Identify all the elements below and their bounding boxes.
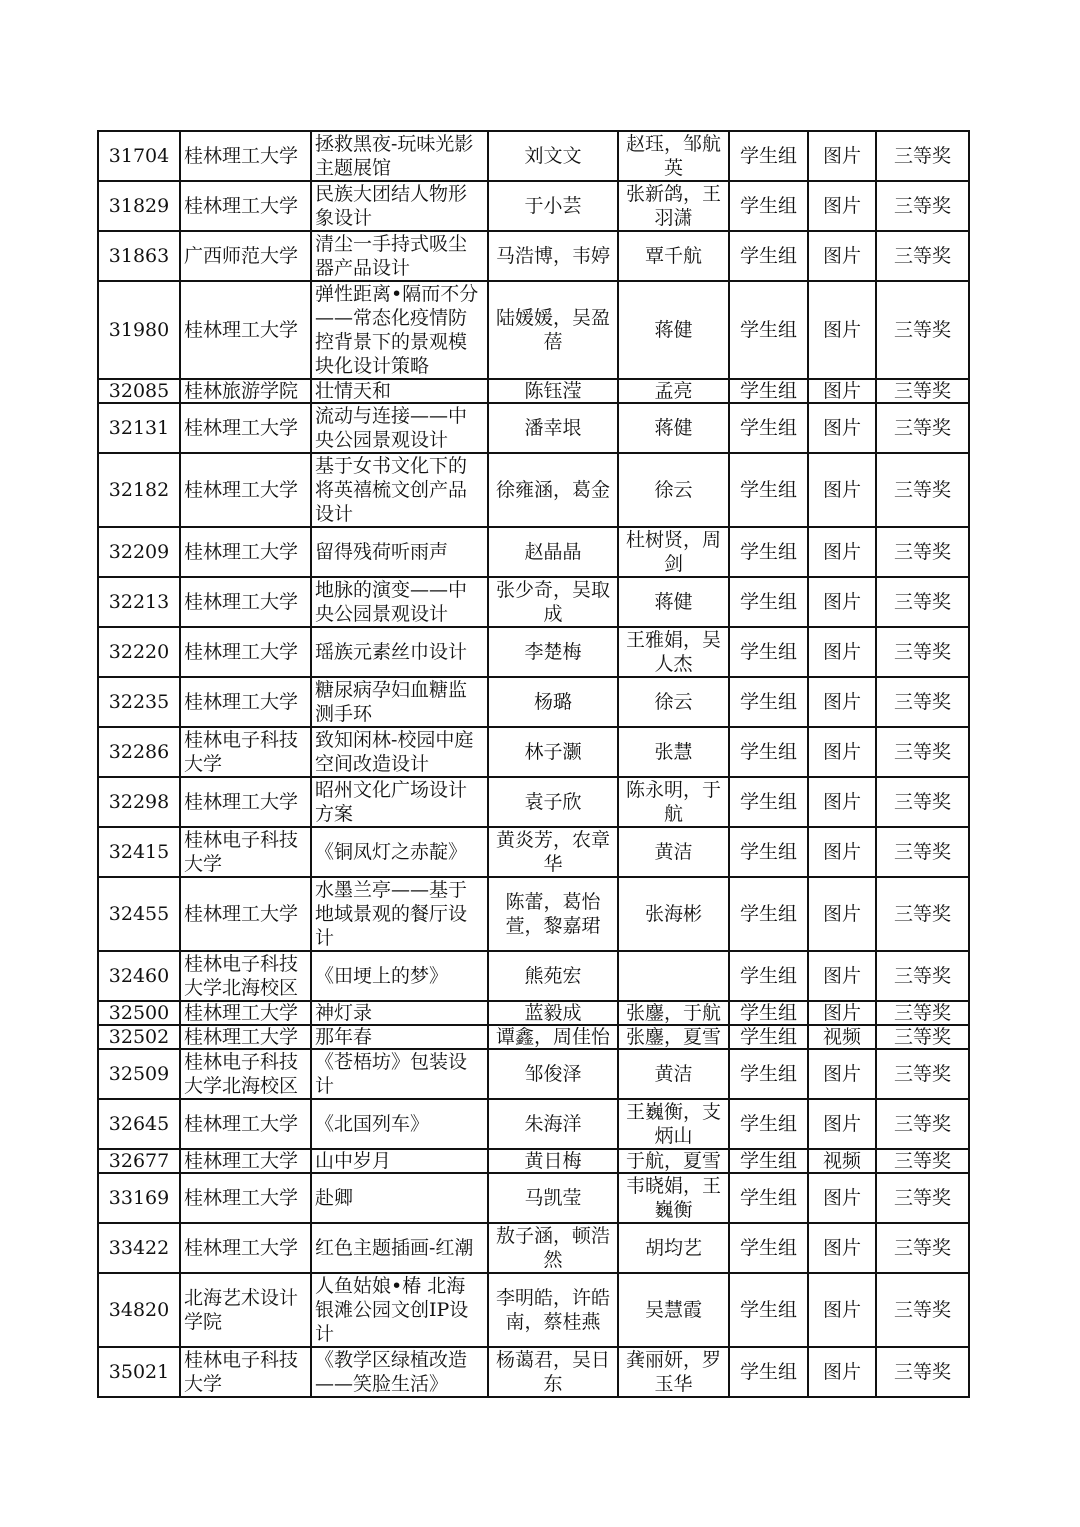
- cell-school: 桂林电子科技大学: [180, 1347, 311, 1397]
- cell-work-title: 地脉的演变——中央公园景观设计: [311, 577, 488, 627]
- cell-entry-id: 32182: [98, 453, 180, 527]
- cell-authors: 刘文文: [488, 131, 618, 181]
- cell-entry-id: 34820: [98, 1273, 180, 1347]
- cell-group: 学生组: [729, 577, 808, 627]
- cell-entry-id: 32286: [98, 727, 180, 777]
- cell-school: 桂林理工大学: [180, 577, 311, 627]
- cell-work-title: 人鱼姑娘•椿 北海银滩公园文创IP设计: [311, 1273, 488, 1347]
- cell-work-type: 图片: [808, 777, 876, 827]
- cell-advisors: 赵珏，邹航英: [618, 131, 729, 181]
- table-row: [98, 1223, 969, 1273]
- table-row: [98, 1049, 969, 1099]
- cell-entry-id: 32677: [98, 1149, 180, 1173]
- cell-advisors: 龚丽妍，罗玉华: [618, 1347, 729, 1397]
- cell-advisors: 蒋健: [618, 577, 729, 627]
- cell-work-title: 清尘一手持式吸尘器产品设计: [311, 231, 488, 281]
- cell-advisors: 张海彬: [618, 877, 729, 951]
- cell-group: 学生组: [729, 627, 808, 677]
- cell-advisors: 陈永明，于航: [618, 777, 729, 827]
- cell-award: 三等奖: [876, 827, 969, 877]
- cell-work-title: 糖尿病孕妇血糖监测手环: [311, 677, 488, 727]
- cell-group: 学生组: [729, 951, 808, 1001]
- cell-work-type: 图片: [808, 1001, 876, 1025]
- cell-authors: 于小芸: [488, 181, 618, 231]
- cell-entry-id: 32235: [98, 677, 180, 727]
- cell-authors: 敖子涵，顿浩然: [488, 1223, 618, 1273]
- table-row: [98, 1173, 969, 1223]
- awards-table-body: [98, 131, 969, 1397]
- cell-advisors: 韦晓娟，王巍衡: [618, 1173, 729, 1223]
- cell-advisors: 黄洁: [618, 1049, 729, 1099]
- cell-school: 桂林理工大学: [180, 1025, 311, 1049]
- cell-advisors: 蒋健: [618, 403, 729, 453]
- cell-work-title: 《北国列车》: [311, 1099, 488, 1149]
- cell-work-type: 视频: [808, 1149, 876, 1173]
- cell-group: 学生组: [729, 1273, 808, 1347]
- cell-school: 桂林理工大学: [180, 1173, 311, 1223]
- awards-table: [97, 130, 970, 1398]
- cell-authors: 马凯莹: [488, 1173, 618, 1223]
- cell-advisors: 胡均艺: [618, 1223, 729, 1273]
- cell-advisors: 王雅娟，吴人杰: [618, 627, 729, 677]
- cell-work-title: 《铜凤灯之赤靛》: [311, 827, 488, 877]
- cell-authors: 袁子欣: [488, 777, 618, 827]
- cell-award: 三等奖: [876, 131, 969, 181]
- cell-advisors: 张鏖，夏雪: [618, 1025, 729, 1049]
- cell-entry-id: 32502: [98, 1025, 180, 1049]
- cell-work-title: 致知闲林-校园中庭空间改造设计: [311, 727, 488, 777]
- cell-award: 三等奖: [876, 677, 969, 727]
- cell-work-type: 图片: [808, 1223, 876, 1273]
- table-row: [98, 677, 969, 727]
- cell-award: 三等奖: [876, 1347, 969, 1397]
- cell-entry-id: 32213: [98, 577, 180, 627]
- cell-entry-id: 35021: [98, 1347, 180, 1397]
- cell-work-type: 图片: [808, 827, 876, 877]
- cell-school: 桂林理工大学: [180, 281, 311, 379]
- cell-group: 学生组: [729, 1347, 808, 1397]
- cell-entry-id: 32415: [98, 827, 180, 877]
- cell-group: 学生组: [729, 231, 808, 281]
- cell-group: 学生组: [729, 777, 808, 827]
- cell-authors: 张少奇，吴取成: [488, 577, 618, 627]
- cell-work-type: 图片: [808, 403, 876, 453]
- cell-advisors: 吴慧霞: [618, 1273, 729, 1347]
- cell-advisors: 黄洁: [618, 827, 729, 877]
- cell-work-type: 图片: [808, 527, 876, 577]
- cell-group: 学生组: [729, 677, 808, 727]
- table-row: [98, 1273, 969, 1347]
- cell-school: 桂林理工大学: [180, 181, 311, 231]
- table-row: [98, 1149, 969, 1173]
- cell-work-title: 民族大团结人物形象设计: [311, 181, 488, 231]
- cell-award: 三等奖: [876, 1001, 969, 1025]
- cell-school: 桂林电子科技大学: [180, 727, 311, 777]
- cell-authors: 马浩博，韦婷: [488, 231, 618, 281]
- cell-work-title: 弹性距离•隔而不分——常态化疫情防控背景下的景观模块化设计策略: [311, 281, 488, 379]
- cell-entry-id: 32455: [98, 877, 180, 951]
- cell-work-type: 视频: [808, 1025, 876, 1049]
- cell-work-title: 瑶族元素丝巾设计: [311, 627, 488, 677]
- cell-work-type: 图片: [808, 1099, 876, 1149]
- cell-award: 三等奖: [876, 877, 969, 951]
- cell-entry-id: 33169: [98, 1173, 180, 1223]
- cell-entry-id: 32220: [98, 627, 180, 677]
- cell-advisors: 覃千航: [618, 231, 729, 281]
- cell-group: 学生组: [729, 877, 808, 951]
- cell-work-type: 图片: [808, 1347, 876, 1397]
- cell-authors: 李楚梅: [488, 627, 618, 677]
- cell-work-title: 神灯录: [311, 1001, 488, 1025]
- cell-school: 桂林理工大学: [180, 677, 311, 727]
- cell-entry-id: 32509: [98, 1049, 180, 1099]
- table-row: [98, 231, 969, 281]
- cell-award: 三等奖: [876, 1173, 969, 1223]
- table-row: [98, 1025, 969, 1049]
- cell-work-type: 图片: [808, 1049, 876, 1099]
- cell-award: 三等奖: [876, 1099, 969, 1149]
- cell-authors: 黄炎芳，农章华: [488, 827, 618, 877]
- table-row: [98, 281, 969, 379]
- cell-authors: 杨蔼君，吴日东: [488, 1347, 618, 1397]
- cell-school: 桂林旅游学院: [180, 379, 311, 403]
- cell-school: 桂林理工大学: [180, 527, 311, 577]
- cell-school: 桂林电子科技大学北海校区: [180, 951, 311, 1001]
- cell-award: 三等奖: [876, 627, 969, 677]
- cell-work-type: 图片: [808, 627, 876, 677]
- table-row: [98, 1347, 969, 1397]
- cell-authors: 熊苑宏: [488, 951, 618, 1001]
- cell-work-title: 水墨兰亭——基于地域景观的餐厅设计: [311, 877, 488, 951]
- cell-advisors: 徐云: [618, 453, 729, 527]
- cell-work-title: 赴卿: [311, 1173, 488, 1223]
- cell-advisors: 孟亮: [618, 379, 729, 403]
- cell-school: 桂林理工大学: [180, 877, 311, 951]
- cell-award: 三等奖: [876, 951, 969, 1001]
- cell-work-type: 图片: [808, 677, 876, 727]
- cell-authors: 谭鑫，周佳怡: [488, 1025, 618, 1049]
- cell-advisors: 蒋健: [618, 281, 729, 379]
- cell-award: 三等奖: [876, 181, 969, 231]
- cell-entry-id: 32131: [98, 403, 180, 453]
- table-row: [98, 627, 969, 677]
- cell-entry-id: 31704: [98, 131, 180, 181]
- cell-school: 桂林理工大学: [180, 1223, 311, 1273]
- cell-school: 北海艺术设计学院: [180, 1273, 311, 1347]
- cell-advisors: 杜树贤，周剑: [618, 527, 729, 577]
- cell-work-title: 流动与连接——中央公园景观设计: [311, 403, 488, 453]
- cell-group: 学生组: [729, 379, 808, 403]
- cell-group: 学生组: [729, 453, 808, 527]
- cell-advisors: [618, 951, 729, 1001]
- table-row: [98, 951, 969, 1001]
- cell-work-title: 《田埂上的梦》: [311, 951, 488, 1001]
- cell-school: 桂林理工大学: [180, 777, 311, 827]
- cell-group: 学生组: [729, 1223, 808, 1273]
- cell-award: 三等奖: [876, 453, 969, 527]
- cell-authors: 陈钰滢: [488, 379, 618, 403]
- cell-award: 三等奖: [876, 281, 969, 379]
- cell-work-title: 《教学区绿植改造——笑脸生活》: [311, 1347, 488, 1397]
- cell-authors: 赵晶晶: [488, 527, 618, 577]
- table-row: [98, 1001, 969, 1025]
- cell-authors: 李明皓，许皓南，蔡桂燕: [488, 1273, 618, 1347]
- cell-work-title: 那年春: [311, 1025, 488, 1049]
- cell-authors: 朱海洋: [488, 1099, 618, 1149]
- cell-work-type: 图片: [808, 577, 876, 627]
- cell-group: 学生组: [729, 1025, 808, 1049]
- cell-award: 三等奖: [876, 777, 969, 827]
- cell-school: 广西师范大学: [180, 231, 311, 281]
- cell-authors: 徐雍涵，葛金: [488, 453, 618, 527]
- cell-group: 学生组: [729, 181, 808, 231]
- cell-award: 三等奖: [876, 231, 969, 281]
- cell-group: 学生组: [729, 403, 808, 453]
- cell-work-title: 山中岁月: [311, 1149, 488, 1173]
- cell-award: 三等奖: [876, 1223, 969, 1273]
- table-row: [98, 777, 969, 827]
- cell-school: 桂林理工大学: [180, 1001, 311, 1025]
- table-row: [98, 453, 969, 527]
- table-row: [98, 131, 969, 181]
- cell-entry-id: 32298: [98, 777, 180, 827]
- cell-work-type: 图片: [808, 1273, 876, 1347]
- cell-group: 学生组: [729, 727, 808, 777]
- cell-work-type: 图片: [808, 281, 876, 379]
- table-row: [98, 527, 969, 577]
- cell-entry-id: 32500: [98, 1001, 180, 1025]
- table-row: [98, 727, 969, 777]
- cell-group: 学生组: [729, 281, 808, 379]
- cell-school: 桂林理工大学: [180, 131, 311, 181]
- cell-authors: 陆媛媛，吴盈蓓: [488, 281, 618, 379]
- cell-group: 学生组: [729, 1001, 808, 1025]
- cell-advisors: 于航，夏雪: [618, 1149, 729, 1173]
- cell-authors: 蓝毅成: [488, 1001, 618, 1025]
- cell-entry-id: 31829: [98, 181, 180, 231]
- cell-authors: 邹俊泽: [488, 1049, 618, 1099]
- cell-work-type: 图片: [808, 181, 876, 231]
- cell-work-type: 图片: [808, 727, 876, 777]
- cell-award: 三等奖: [876, 1025, 969, 1049]
- cell-work-type: 图片: [808, 951, 876, 1001]
- table-row: [98, 577, 969, 627]
- cell-work-type: 图片: [808, 453, 876, 527]
- cell-authors: 潘幸垠: [488, 403, 618, 453]
- cell-award: 三等奖: [876, 1273, 969, 1347]
- cell-work-title: 《苍梧坊》包装设计: [311, 1049, 488, 1099]
- cell-advisors: 张鏖，于航: [618, 1001, 729, 1025]
- table-row: [98, 1099, 969, 1149]
- cell-school: 桂林理工大学: [180, 403, 311, 453]
- cell-work-type: 图片: [808, 379, 876, 403]
- cell-group: 学生组: [729, 131, 808, 181]
- cell-school: 桂林理工大学: [180, 1149, 311, 1173]
- table-row: [98, 379, 969, 403]
- cell-advisors: 徐云: [618, 677, 729, 727]
- cell-group: 学生组: [729, 1099, 808, 1149]
- cell-entry-id: 32460: [98, 951, 180, 1001]
- cell-award: 三等奖: [876, 727, 969, 777]
- cell-school: 桂林电子科技大学: [180, 827, 311, 877]
- cell-award: 三等奖: [876, 527, 969, 577]
- cell-work-title: 壮情天和: [311, 379, 488, 403]
- cell-work-type: 图片: [808, 131, 876, 181]
- cell-entry-id: 32085: [98, 379, 180, 403]
- cell-award: 三等奖: [876, 379, 969, 403]
- cell-school: 桂林理工大学: [180, 453, 311, 527]
- cell-group: 学生组: [729, 1049, 808, 1099]
- cell-work-type: 图片: [808, 1173, 876, 1223]
- cell-group: 学生组: [729, 827, 808, 877]
- cell-advisors: 张新鸽，王羽潇: [618, 181, 729, 231]
- cell-authors: 黄日梅: [488, 1149, 618, 1173]
- table-row: [98, 827, 969, 877]
- cell-award: 三等奖: [876, 403, 969, 453]
- cell-award: 三等奖: [876, 1049, 969, 1099]
- cell-work-type: 图片: [808, 231, 876, 281]
- cell-work-type: 图片: [808, 877, 876, 951]
- cell-authors: 陈蕾，葛怡萱，黎嘉珺: [488, 877, 618, 951]
- cell-school: 桂林理工大学: [180, 627, 311, 677]
- cell-work-title: 留得残荷听雨声: [311, 527, 488, 577]
- cell-entry-id: 31863: [98, 231, 180, 281]
- cell-group: 学生组: [729, 1149, 808, 1173]
- cell-award: 三等奖: [876, 577, 969, 627]
- cell-entry-id: 31980: [98, 281, 180, 379]
- cell-work-title: 昭州文化广场设计方案: [311, 777, 488, 827]
- cell-school: 桂林电子科技大学北海校区: [180, 1049, 311, 1099]
- cell-school: 桂林理工大学: [180, 1099, 311, 1149]
- cell-group: 学生组: [729, 527, 808, 577]
- table-row: [98, 181, 969, 231]
- cell-entry-id: 32645: [98, 1099, 180, 1149]
- cell-entry-id: 32209: [98, 527, 180, 577]
- cell-award: 三等奖: [876, 1149, 969, 1173]
- cell-authors: 林子灏: [488, 727, 618, 777]
- table-row: [98, 403, 969, 453]
- cell-work-title: 基于女书文化下的将英禧梳文创产品设计: [311, 453, 488, 527]
- cell-advisors: 王巍衡，支炳山: [618, 1099, 729, 1149]
- cell-advisors: 张慧: [618, 727, 729, 777]
- cell-group: 学生组: [729, 1173, 808, 1223]
- table-row: [98, 877, 969, 951]
- cell-work-title: 拯救黑夜-玩味光影主题展馆: [311, 131, 488, 181]
- cell-work-title: 红色主题插画-红潮: [311, 1223, 488, 1273]
- cell-entry-id: 33422: [98, 1223, 180, 1273]
- cell-authors: 杨璐: [488, 677, 618, 727]
